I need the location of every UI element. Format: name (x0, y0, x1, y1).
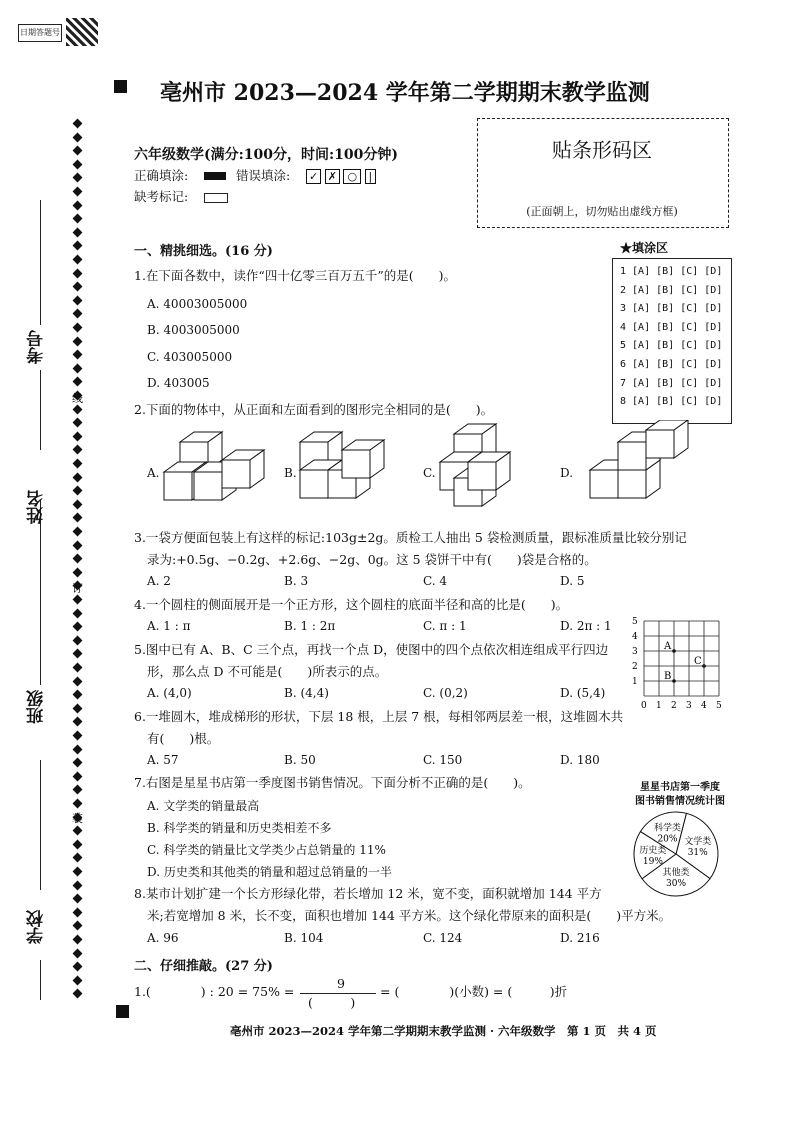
binding-diamond (73, 323, 83, 333)
banji-field-line[interactable] (40, 640, 41, 685)
answer-grid-row[interactable]: 7 [A] [B] [C] [D] (620, 377, 723, 389)
x-tick-label: 0 (641, 701, 647, 711)
x-tick-label: 1 (656, 701, 662, 711)
binding-diamond (73, 214, 83, 224)
binding-diamond (73, 758, 83, 768)
binding-diamond (73, 921, 83, 931)
q7-option-c[interactable]: C. 科学类的销量比文学类少占总销量的 11% (147, 843, 386, 857)
q3-stem-line1: 3.一袋方便面包装上有这样的标记:103g±2g。质检工人抽出 5 袋检测质量，跟标准质量比较分别记 (134, 530, 687, 545)
kaohao-field-line[interactable] (40, 200, 41, 325)
binding-diamond (73, 771, 83, 781)
q3-option-c[interactable]: C. 4 (423, 574, 448, 588)
q6-option-b[interactable]: B. 50 (284, 753, 316, 767)
pie-slice-pct: 30% (666, 879, 687, 890)
q8-option-c[interactable]: C. 124 (423, 931, 463, 945)
q4-option-a[interactable]: A. 1 : π (147, 619, 191, 633)
binding-diamond (73, 935, 83, 945)
binding-diamond (73, 907, 83, 917)
binding-diamond (73, 867, 83, 877)
answer-grid-row[interactable]: 5 [A] [B] [C] [D] (620, 340, 723, 352)
answer-grid-title: ★填涂区 (620, 241, 669, 255)
q1-option-c[interactable]: C. 403005000 (147, 350, 233, 364)
binding-diamond (73, 567, 83, 577)
q4-option-b[interactable]: B. 1 : 2π (284, 619, 336, 633)
q8-option-a[interactable]: A. 96 (147, 931, 179, 945)
q7-stem: 7.右图是星星书店第一季度图书销售情况。下面分析不正确的是( )。 (134, 775, 531, 790)
pie-chart (628, 808, 728, 900)
q8-option-b[interactable]: B. 104 (284, 931, 324, 945)
xuexiao-field-line[interactable] (40, 960, 41, 1000)
coordinate-grid-figure (630, 612, 730, 716)
binding-diamond (73, 731, 83, 741)
section2-heading: 二、仔细推敲。(27 分) (134, 959, 273, 974)
x-tick-label: 5 (716, 701, 722, 711)
binding-diamond (73, 187, 83, 197)
q2-option-b[interactable]: B. (284, 466, 297, 480)
binding-diamond (73, 309, 83, 319)
label-ding: 订 (72, 582, 83, 595)
page-footer: 亳州市 2023—2024 学年第二学期期末教学监测 · 六年级数学 第 1 页 共 4 页 (230, 1024, 657, 1038)
q4-option-c[interactable]: C. π : 1 (423, 619, 467, 633)
answer-grid-row[interactable]: 4 [A] [B] [C] [D] (620, 321, 723, 333)
q8-stem-line2: 米;若宽增加 8 米，长不变，面积也增加 144 平方米。这个绿化带原来的面积是( )平方米。 (147, 908, 672, 923)
absent-mark-box[interactable] (204, 193, 228, 203)
s2-q1-fraction-bar (300, 993, 376, 994)
s2-q1-part2[interactable]: = ( )(小数) = ( )折 (380, 984, 568, 999)
binding-diamond (73, 418, 83, 428)
binding-diamond (73, 146, 83, 156)
pie-slice-name: 历史类 (639, 845, 667, 856)
grid-point (672, 649, 676, 653)
q1-option-a[interactable]: A. 40003005000 (147, 297, 248, 311)
cube (646, 420, 688, 458)
q3-stem-line2: 录为:+0.5g、−0.2g、+2.6g、−2g、0g。这 5 袋饼干中有( )袋是合格的。 (147, 552, 597, 567)
binding-diamond (73, 962, 83, 972)
q6-option-c[interactable]: C. 150 (423, 753, 463, 767)
q3-option-a[interactable]: A. 2 (147, 574, 171, 588)
binding-diamond (73, 459, 83, 469)
q3-option-b[interactable]: B. 3 (284, 574, 309, 588)
binding-diamond (73, 377, 83, 387)
binding-diamond (73, 173, 83, 183)
q5-stem-line1: 5.图中已有 A、B、C 三个点，再找一个点 D，使图中的四个点依次相连组成平行四边 (134, 642, 609, 657)
x-tick-label: 2 (671, 701, 677, 711)
xingming-field-line-2[interactable] (40, 540, 41, 640)
q5-option-b[interactable]: B. (4,4) (284, 686, 329, 700)
binding-diamond (73, 200, 83, 210)
label-zhuang: 装 (72, 812, 83, 825)
cube (342, 440, 384, 478)
pie-slice-pct: 19% (642, 856, 663, 867)
binding-diamond (73, 363, 83, 373)
q5-option-c[interactable]: C. (0,2) (423, 686, 468, 700)
correct-fill-sample (204, 172, 226, 180)
q1-option-b[interactable]: B. 4003005000 (147, 323, 240, 337)
binding-diamond (73, 445, 83, 455)
section1-heading: 一、精挑细选。(16 分) (134, 244, 273, 259)
y-tick-label: 2 (632, 662, 638, 672)
binding-diamond (73, 295, 83, 305)
grid-point (672, 679, 676, 683)
label-xian: 线 (72, 392, 83, 405)
y-tick-label: 5 (632, 617, 638, 627)
pie-title-line1: 星星书店第一季度 (640, 782, 720, 793)
correct-fill-label: 正确填涂: (134, 168, 189, 183)
s2-q1-denominator[interactable]: ( ) (308, 995, 356, 1010)
q5-option-d[interactable]: D. (5,4) (560, 686, 606, 700)
q8-stem-line1: 8.某市计划扩建一个长方形绿化带，若长增加 12 米，宽不变，面积就增加 144 平方 (134, 886, 602, 901)
binding-diamond (73, 227, 83, 237)
y-tick-label: 1 (632, 677, 638, 687)
barcode-note: (正面朝上，切勿贴出虚线方框) (526, 205, 678, 218)
q5-option-a[interactable]: A. (4,0) (147, 686, 192, 700)
q2-option-a[interactable]: A. (147, 466, 160, 480)
pie-title-line2: 图书销售情况统计图 (635, 796, 725, 807)
binding-diamond (73, 622, 83, 632)
wrong-fill-label: 错误填涂: (236, 168, 291, 183)
binding-diamond (73, 350, 83, 360)
answer-grid-row[interactable]: 2 [A] [B] [C] [D] (620, 284, 723, 296)
binding-diamond (73, 894, 83, 904)
label-kaohao: 考号 (27, 330, 47, 364)
subject-line: 六年级数学(满分:100分，时间:100分钟) (134, 147, 399, 163)
q7-option-d[interactable]: D. 历史类和其他类的销量和超过总销量的一半 (147, 865, 392, 879)
binding-diamond (73, 336, 83, 346)
binding-diamond (73, 527, 83, 537)
stamp: 日期答题号 (18, 24, 62, 42)
binding-diamond (73, 119, 83, 129)
s2-q1-part1[interactable]: 1.( ) : 20 = 75% = (134, 984, 295, 999)
banji-field-line-2[interactable] (40, 760, 41, 890)
grid-point-label: C (694, 656, 702, 667)
binding-diamond (73, 853, 83, 863)
grid-point-label: B (664, 671, 672, 682)
kaohao-field-line-2[interactable] (40, 370, 41, 450)
q6-option-a[interactable]: A. 57 (147, 753, 179, 767)
binding-diamond (73, 499, 83, 509)
binding-diamond (73, 839, 83, 849)
q2-stem: 2.下面的物体中，从正面和左面看到的图形完全相同的是( )。 (134, 402, 494, 417)
pie-slice-name: 其他类 (662, 868, 690, 879)
y-tick-label: 4 (632, 632, 638, 642)
binding-diamond (73, 989, 83, 999)
q3-option-d[interactable]: D. 5 (560, 574, 585, 588)
binding-diamond (73, 268, 83, 278)
binding-diamond (73, 975, 83, 985)
cube (222, 450, 264, 488)
answer-grid-row[interactable]: 8 [A] [B] [C] [D] (620, 396, 723, 408)
qr-code (66, 18, 98, 46)
q1-option-d[interactable]: D. 403005 (147, 376, 210, 390)
s2-q1-numerator: 9 (337, 976, 345, 991)
q1-stem: 1.在下面各数中，读作“四十亿零三百万五千”的是( )。 (134, 268, 456, 283)
barcode-title: 贴条形码区 (552, 138, 652, 162)
binding-diamond (73, 540, 83, 550)
binding-diamond (73, 785, 83, 795)
binding-diamond (73, 690, 83, 700)
pie-slice-pct: 20% (657, 834, 678, 845)
label-xingming: 姓名 (27, 490, 47, 524)
y-tick-label: 3 (632, 647, 638, 657)
binding-diamond (73, 799, 83, 809)
corner-mark-bottom (116, 1005, 129, 1018)
binding-diamond (73, 948, 83, 958)
binding-diamond (73, 513, 83, 523)
q4-option-d[interactable]: D. 2π : 1 (560, 619, 612, 633)
binding-diamond (73, 635, 83, 645)
grid-point (702, 664, 706, 668)
q5-stem-line2: 形，那么点 D 不可能是( )所表示的点。 (147, 664, 388, 679)
page-title: 亳州市 2023—2024 学年第二学期期末教学监测 (160, 80, 650, 106)
binding-diamond (73, 282, 83, 292)
binding-diamond (73, 608, 83, 618)
q6-stem-line1: 6.一堆圆木，堆成梯形的形状，下层 18 根，上层 7 根，每相邻两层差一根，这堆圆木共 (134, 709, 624, 724)
x-tick-label: 4 (701, 701, 707, 711)
q7-option-a[interactable]: A. 文学类的销量最高 (147, 799, 260, 813)
corner-mark-top (114, 80, 127, 93)
binding-diamond (73, 255, 83, 265)
binding-diamond (73, 717, 83, 727)
q2-cube-figures (150, 420, 690, 520)
answer-grid-row[interactable]: 3 [A] [B] [C] [D] (620, 303, 723, 315)
label-banji: 班级 (27, 690, 47, 724)
q7-option-b[interactable]: B. 科学类的销量和历史类相差不多 (147, 821, 332, 835)
binding-diamond (73, 703, 83, 713)
q2-option-c[interactable]: C. (423, 466, 436, 480)
binding-diamond (73, 431, 83, 441)
q8-option-d[interactable]: D. 216 (560, 931, 600, 945)
q6-stem-line2: 有( )根。 (147, 731, 220, 746)
x-tick-label: 3 (686, 701, 692, 711)
wrong-fill-samples: ✓ ✗ ○ | (306, 170, 376, 183)
q4-stem: 4.一个圆柱的侧面展开是一个正方形，这个圆柱的底面半径和高的比是( )。 (134, 597, 569, 612)
binding-diamond (73, 554, 83, 564)
binding-diamond (73, 649, 83, 659)
binding-diamond (73, 744, 83, 754)
binding-diamond (73, 159, 83, 169)
binding-diamond (73, 132, 83, 142)
q6-option-d[interactable]: D. 180 (560, 753, 600, 767)
binding-diamond (73, 663, 83, 673)
binding-diamond (73, 241, 83, 251)
binding-diamond (73, 486, 83, 496)
binding-diamond (73, 826, 83, 836)
pie-slice-name: 科学类 (653, 823, 681, 834)
grid-point-label: A (664, 641, 672, 652)
label-xuexiao: 学校 (27, 910, 47, 944)
cube (468, 452, 510, 490)
pie-slice-name: 文学类 (684, 837, 712, 848)
binding-diamond (73, 880, 83, 890)
binding-diamond (73, 472, 83, 482)
q2-option-d[interactable]: D. (560, 466, 574, 480)
binding-diamond (73, 676, 83, 686)
answer-grid-row[interactable]: 6 [A] [B] [C] [D] (620, 359, 723, 370)
answer-grid-row[interactable]: 1 [A] [B] [C] [D] (620, 266, 723, 277)
pie-slice-pct: 31% (687, 848, 708, 859)
absent-mark-label: 缺考标记: (134, 189, 189, 204)
binding-diamond (73, 595, 83, 605)
